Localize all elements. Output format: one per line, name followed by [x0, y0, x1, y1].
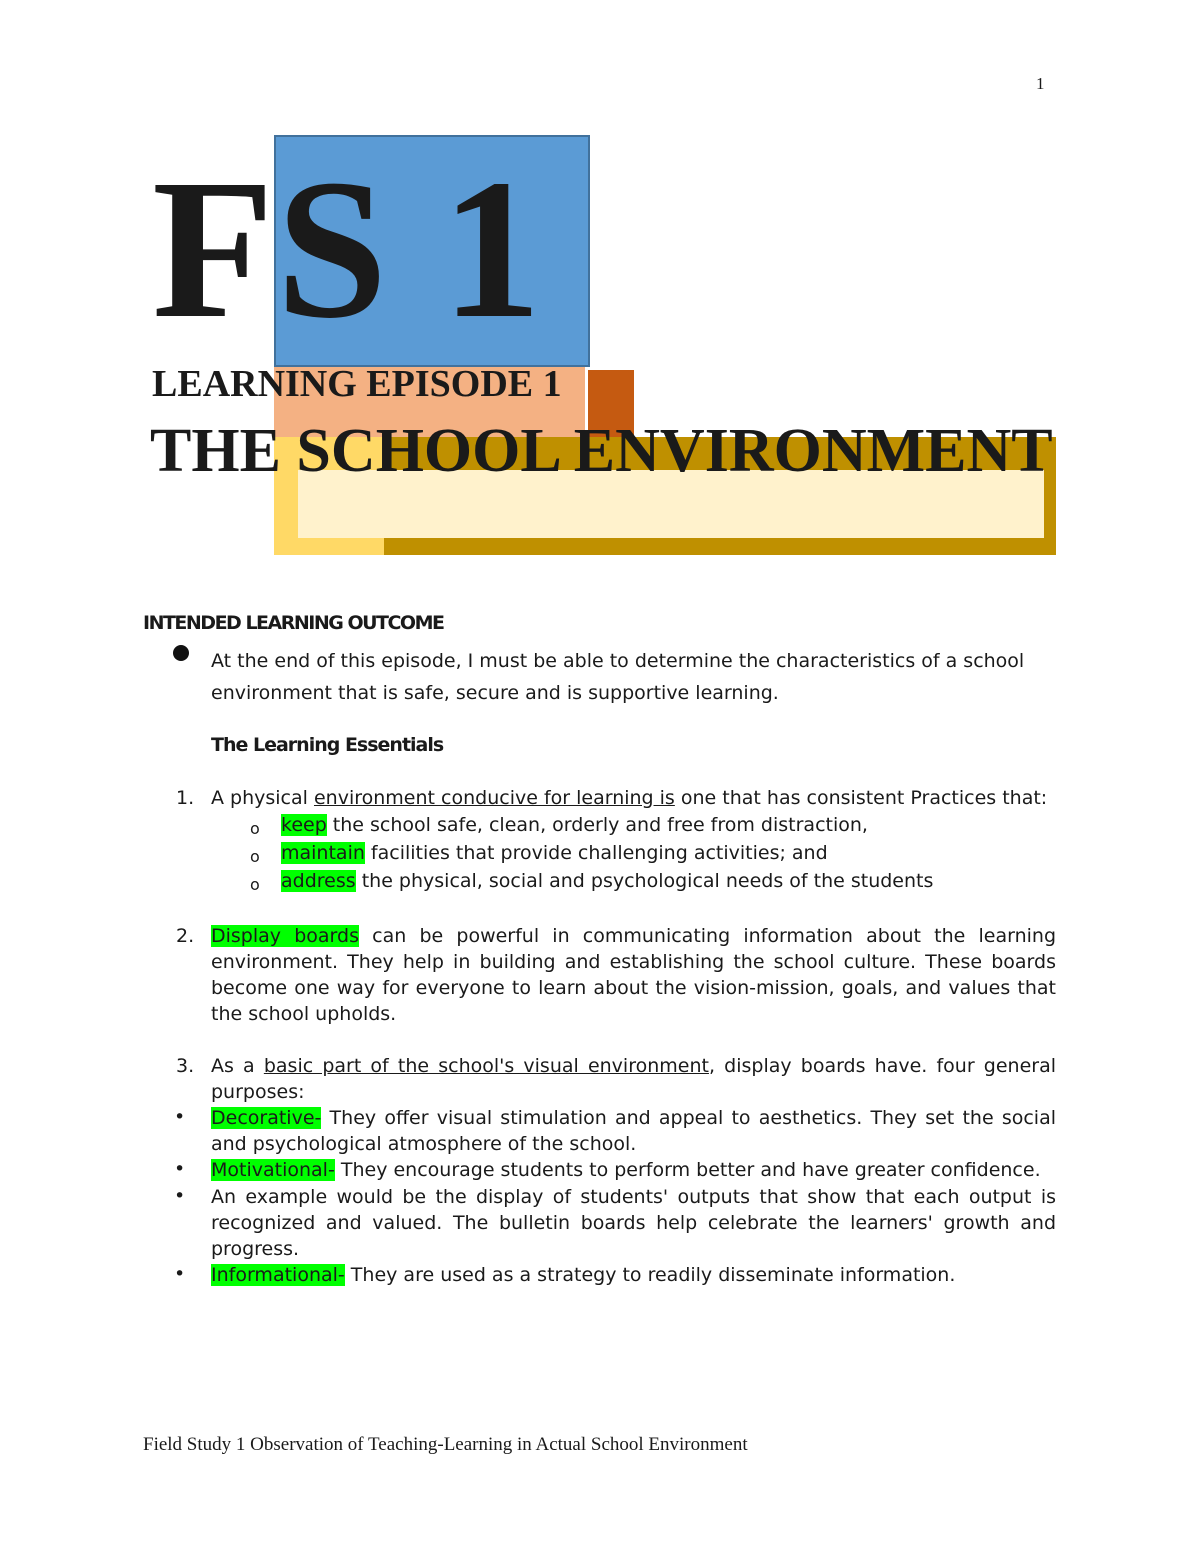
- sub-item-marker: o: [250, 819, 260, 838]
- theme-title: THE SCHOOL ENVIRONMENT: [150, 417, 1053, 485]
- item-2-text: Display boards can be powerful in communicating information about the learning environment. They help in building and establishing the school culture. These boards become one way for everyone to learn about the vision-mission, goals, and values that the school upholds.: [211, 925, 1057, 1025]
- item-1-text: A physical environment conducive for learning is one that has consistent Practices that:: [211, 787, 1048, 809]
- outcome-line-1: At the end of this episode, I must be able to determine the characteristics of a school: [211, 650, 1025, 672]
- sub-item-keep: keep the school safe, clean, orderly and free from distraction,: [281, 814, 868, 836]
- sub-item-marker: o: [250, 847, 260, 866]
- outcome-heading: INTENDED LEARNING OUTCOME: [143, 612, 444, 634]
- item-number: 1.: [176, 787, 195, 809]
- outcome-text: [211, 645, 1061, 709]
- bullet-motivational: Motivational- They encourage students to perform better and have greater confidence.: [211, 1159, 1041, 1181]
- outcome-line-2: environment that is safe, secure and is supportive learning.: [211, 682, 779, 704]
- page-number: 1: [1036, 74, 1045, 93]
- episode-title: LEARNING EPISODE 1: [152, 363, 562, 405]
- course-code-title: FS 1: [152, 139, 544, 360]
- outcome-bullet-icon: [173, 645, 189, 661]
- bullet-marker: •: [174, 1185, 186, 1207]
- bullet-marker: •: [174, 1263, 186, 1285]
- sub-item-marker: o: [250, 875, 260, 894]
- item-3-text: As a basic part of the school's visual environment, display boards have. four general purposes:: [211, 1055, 1057, 1103]
- page-footer: Field Study 1 Observation of Teaching-Learning in Actual School Environment: [143, 1434, 748, 1455]
- sub-item-address: address the physical, social and psychological needs of the students: [281, 870, 934, 892]
- sub-item-maintain: maintain facilities that provide challenging activities; and: [281, 842, 828, 864]
- bullet-example: An example would be the display of students' outputs that show that each output is recognized and valued. The bulletin boards help celebrate the learners' growth and progress.: [211, 1186, 1056, 1260]
- item-number: 2.: [176, 925, 195, 947]
- bullet-informational: Informational- They are used as a strategy to readily disseminate information.: [211, 1264, 956, 1286]
- bullet-marker: •: [174, 1158, 186, 1180]
- bullet-marker: •: [174, 1106, 186, 1128]
- bullet-decorative: Decorative- They offer visual stimulation and appeal to aesthetics. They set the social and psychological atmosphere of the school.: [211, 1107, 1056, 1155]
- essentials-heading: The Learning Essentials: [211, 734, 444, 756]
- item-number: 3.: [176, 1055, 195, 1077]
